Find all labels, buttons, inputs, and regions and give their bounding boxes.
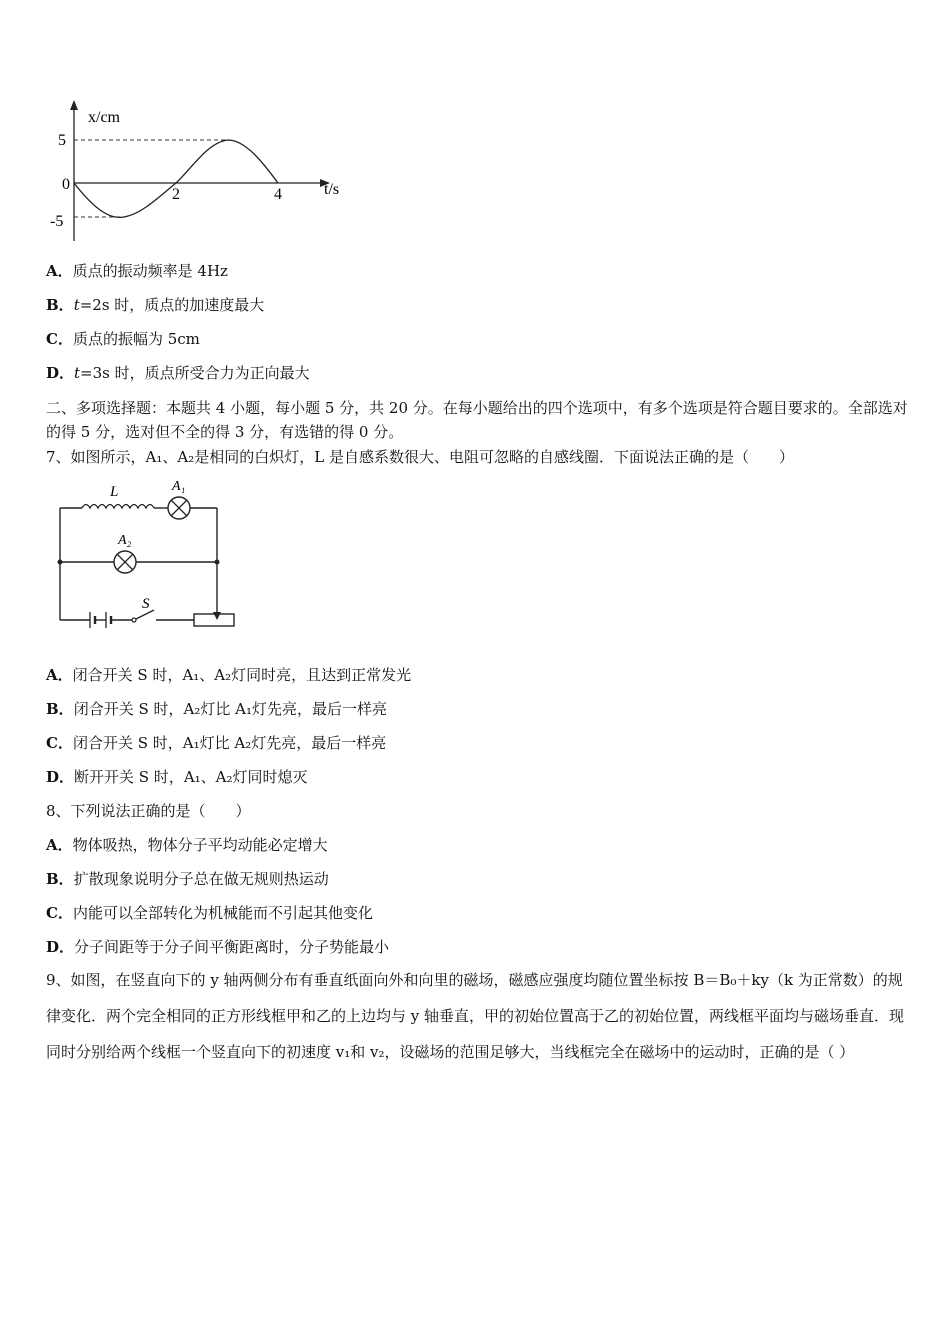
y-axis-arrow <box>70 100 78 110</box>
q6-option-c: C．质点的振幅为 5cm <box>46 330 200 348</box>
tick-label-5: 5 <box>58 132 66 149</box>
x-axis-label: t/s <box>324 181 340 198</box>
q7-option-c: C．闭合开关 S 时，A₁灯比 A₂灯先亮，最后一样亮 <box>46 734 387 752</box>
lamp-a2 <box>114 551 136 573</box>
q7-option-d: D．断开开关 S 时，A₁、A₂灯同时熄灭 <box>46 768 308 786</box>
q6-option-d: D．t=3s 时，质点所受合力为正向最大 <box>46 364 310 382</box>
label-inductor: L <box>110 484 119 500</box>
label-switch: S <box>142 596 150 612</box>
q8-option-c: C．内能可以全部转化为机械能而不引起其他变化 <box>46 904 373 922</box>
rheostat <box>194 614 234 626</box>
q8-stem: 8、下列说法正确的是（ ） <box>46 802 251 820</box>
lamp-a1 <box>168 497 190 519</box>
q7-option-a: A．闭合开关 S 时，A₁、A₂灯同时亮，且达到正常发光 <box>46 666 412 684</box>
q8-option-d: D．分子间距等于分子间平衡距离时，分子势能最小 <box>46 938 390 956</box>
circuit-diagram <box>44 472 244 642</box>
q6-option-b: B．t=2s 时，质点的加速度最大 <box>46 296 265 314</box>
q9-stem: 9、如图，在竖直向下的 y 轴两侧分布有垂直纸面向外和向里的磁场，磁感应强度均随位置坐标按 B＝B₀＋ky（k 为正常数）的规律变化．两个完全相同的正方形线框甲和乙的上边均与 y 轴垂直，甲的初始位置高于乙的初始位置，两线框平面均与磁场垂直．现同时分别给两个线框一个竖直向下的初速度 v₁和 v₂，设磁场的范围足够大，当线框完全在磁场中的运动时，正确的是（ ） <box>46 971 905 1061</box>
tick-label-0: 0 <box>62 176 70 193</box>
inductor-coil <box>82 505 154 509</box>
section-heading: 二、多项选择题：本题共 4 小题，每小题 5 分，共 20 分。在每小题给出的四个选项中，有多个选项是符合题目要求的。全部选对的得 5 分，选对但不全的得 3 分，有选错的得 0 分。 <box>46 399 908 441</box>
y-axis-label: x/cm <box>88 109 120 126</box>
tick-label-2: 2 <box>172 186 180 203</box>
tick-label-neg5: -5 <box>50 213 64 230</box>
q6-option-a: A．质点的振动频率是 4Hz <box>46 262 228 280</box>
oscillation-curve <box>74 140 278 217</box>
label-a2: A₂ <box>118 533 132 548</box>
oscillation-graph <box>40 96 360 246</box>
q8-option-b: B．扩散现象说明分子总在做无规则热运动 <box>46 870 329 888</box>
q7-option-b: B．闭合开关 S 时，A₂灯比 A₁灯先亮，最后一样亮 <box>46 700 387 718</box>
tick-label-4: 4 <box>274 186 282 203</box>
q8-option-a: A．物体吸热，物体分子平均动能必定增大 <box>46 836 328 854</box>
label-a1: A₁ <box>172 479 186 494</box>
battery <box>90 612 111 628</box>
q7-stem: 7、如图所示，A₁、A₂是相同的白炽灯，L 是自感系数很大、电阻可忽略的自感线圈．下面说法正确的是（ ） <box>46 448 794 466</box>
